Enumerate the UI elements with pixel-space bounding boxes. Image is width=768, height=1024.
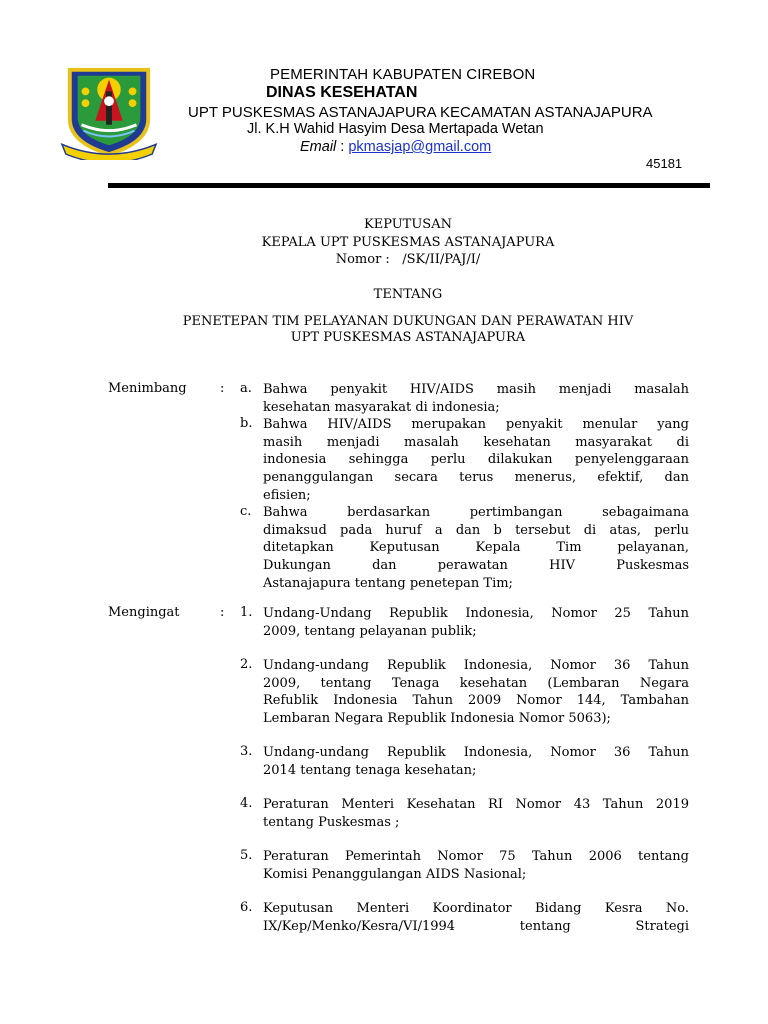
item-mark: 5. bbox=[240, 848, 253, 863]
item-line: kesehatan masyarakat di indonesia; bbox=[263, 399, 500, 415]
email-link[interactable]: pkmasjap@gmail.com bbox=[348, 139, 492, 155]
item-mark: 2. bbox=[240, 657, 253, 672]
item-line: Undang-undang Republik Indonesia, Nomor 36 Tahun bbox=[263, 745, 689, 760]
item-mark: 4. bbox=[240, 796, 253, 811]
decree-number: Nomor : /SK/II/PAJ/I/ bbox=[335, 252, 481, 267]
item-line: Bahwa berdasarkan pertimbangan sebagaimana bbox=[263, 505, 689, 520]
email-separator: : bbox=[336, 139, 349, 155]
section-colon: : bbox=[220, 381, 225, 396]
postal-code: 45181 bbox=[646, 156, 683, 171]
item-line: 2014 tentang tenaga kesehatan; bbox=[263, 762, 477, 778]
item-line: penanggulangan secara terus menerus, efektif, dan bbox=[263, 470, 689, 486]
decree-subject-line2: UPT PUSKESMAS ASTANAJAPURA bbox=[290, 330, 526, 345]
item-line: Refublik Indonesia Tahun 2009 Nomor 144, Tambahan bbox=[263, 693, 689, 709]
item-line: masih menjadi masalah kesehatan masyarakat di bbox=[263, 434, 689, 450]
item-text bbox=[263, 504, 689, 593]
item-mark: 3. bbox=[240, 744, 253, 759]
item-line: Astanajapura tentang penetepan Tim; bbox=[263, 575, 513, 591]
item-line: Komisi Penanggulangan AIDS Nasional; bbox=[263, 866, 527, 882]
email-label: Email bbox=[300, 139, 337, 155]
decree-issuer: KEPALA UPT PUSKESMAS ASTANAJAPURA bbox=[261, 235, 555, 250]
item-line: Dukungan dan perawatan HIV Puskesmas bbox=[263, 558, 689, 574]
item-line: 2009, tentang pelayanan publik; bbox=[263, 623, 477, 639]
letterhead-divider bbox=[108, 183, 710, 188]
header-agency: DINAS KESEHATAN bbox=[266, 84, 418, 101]
item-mark: b. bbox=[240, 416, 253, 431]
item-line: Undang-undang Republik Indonesia, Nomor 36 Tahun bbox=[263, 658, 689, 673]
item-text bbox=[263, 657, 689, 728]
item-line: Bahwa penyakit HIV/AIDS masih menjadi masalah bbox=[263, 382, 689, 397]
item-line: Bahwa HIV/AIDS merupakan penyakit menular yang bbox=[263, 417, 689, 432]
item-line: Undang-Undang Republik Indonesia, Nomor 25 Tahun bbox=[263, 606, 689, 621]
item-mark: c. bbox=[240, 504, 252, 519]
section-label: Menimbang bbox=[108, 381, 187, 396]
item-mark: 1. bbox=[240, 605, 253, 620]
item-line: dimaksud pada huruf a dan b tersebut di atas, perlu bbox=[263, 522, 689, 538]
item-text bbox=[263, 381, 689, 416]
header-unit: UPT PUSKESMAS ASTANAJAPURA KECAMATAN ASTANAJAPURA bbox=[188, 104, 653, 121]
decree-about: TENTANG bbox=[373, 287, 443, 302]
item-text bbox=[263, 605, 689, 640]
section-label: Mengingat bbox=[108, 605, 180, 620]
item-text bbox=[263, 796, 689, 831]
item-line: 2009, tentang Tenaga kesehatan (Lembaran Negara bbox=[263, 675, 689, 691]
item-line: indonesia sehingga perlu dilakukan penyelenggaraan bbox=[263, 452, 689, 468]
item-text bbox=[263, 848, 689, 883]
header-government: PEMERINTAH KABUPATEN CIREBON bbox=[270, 66, 536, 83]
header-address: Jl. K.H Wahid Hasyim Desa Mertapada Wetan bbox=[247, 121, 544, 137]
item-mark: a. bbox=[240, 381, 252, 396]
item-line: Lembaran Negara Republik Indonesia Nomor 5063); bbox=[263, 711, 611, 727]
item-line: Peraturan Pemerintah Nomor 75 Tahun 2006 tentang bbox=[263, 849, 689, 864]
item-line: ditetapkan Keputusan Kepala Tim pelayanan, bbox=[263, 540, 689, 556]
header-email-line bbox=[300, 139, 491, 155]
section-colon: : bbox=[220, 605, 225, 620]
item-line: Peraturan Menteri Kesehatan RI Nomor 43 Tahun 2019 bbox=[263, 797, 689, 812]
decree-subject-line1: PENETEPAN TIM PELAYANAN DUKUNGAN DAN PERAWATAN HIV bbox=[182, 314, 634, 329]
item-text bbox=[263, 744, 689, 779]
decree-title: KEPUTUSAN bbox=[364, 217, 452, 232]
item-text bbox=[263, 900, 689, 935]
cirebon-crest-logo bbox=[60, 62, 158, 160]
item-text bbox=[263, 416, 689, 505]
item-line: IX/Kep/Menko/Kesra/VI/1994 tentang Strategi bbox=[263, 918, 689, 934]
item-mark: 6. bbox=[240, 900, 253, 915]
item-line: efisien; bbox=[263, 487, 311, 503]
item-line: tentang Puskesmas ; bbox=[263, 814, 400, 830]
item-line: Keputusan Menteri Koordinator Bidang Kesra No. bbox=[263, 901, 689, 916]
